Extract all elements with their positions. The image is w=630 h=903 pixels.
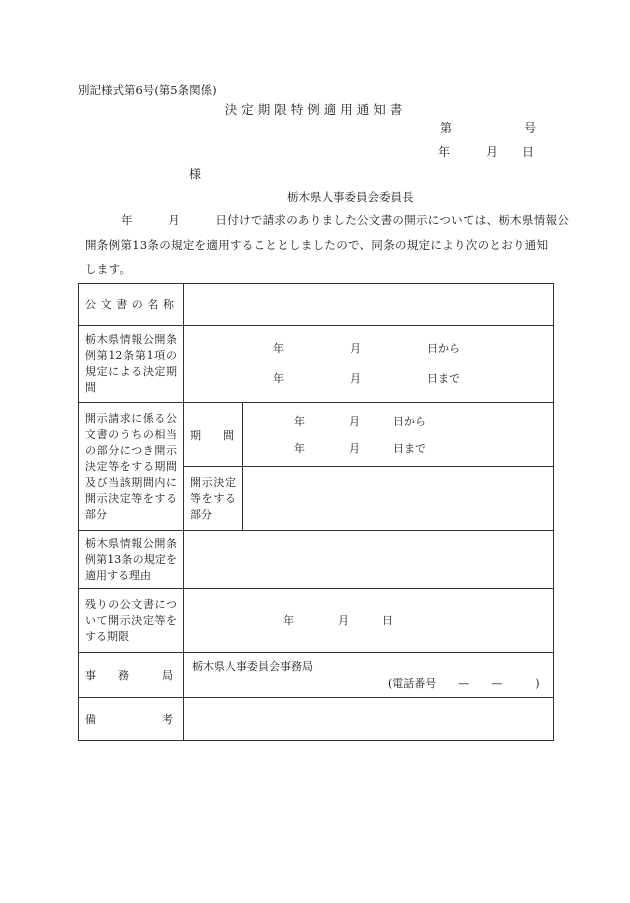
office-phone: (電話番号 — — )	[388, 677, 540, 690]
cell-remaining-deadline-date	[184, 589, 554, 653]
doc-date-line: 年 月 日	[438, 145, 535, 159]
cell-period-dates	[243, 403, 554, 467]
remaining-deadline-date: 年 月 日	[283, 613, 393, 627]
row-office	[79, 653, 554, 698]
row-partial-disclosure-period	[79, 403, 554, 467]
cell-office-value	[184, 653, 554, 698]
cell-remaining-deadline-label: 残りの公文書について開示決定等をする期限	[79, 589, 184, 653]
row-remaining-deadline	[79, 589, 554, 653]
cell-reason-value	[184, 531, 554, 589]
office-name: 栃木県人事委員会事務局	[192, 660, 313, 673]
cell-remarks-value	[184, 698, 554, 741]
period-to: 年 月 日まで	[294, 441, 426, 455]
notice-body	[85, 208, 570, 282]
notification-table	[78, 283, 554, 741]
row-document-name	[79, 284, 554, 326]
addressee-suffix: 様	[189, 167, 202, 181]
cell-office-label: 事 務 局	[79, 653, 184, 698]
cell-reason-label: 栃木県情報公開条例第13条の規定を適用する理由	[79, 531, 184, 589]
cell-period-label: 期 間	[184, 403, 243, 467]
form-code-label: 別記様式第6号(第5条関係)	[78, 83, 217, 97]
decision-period-from: 年 月 日から	[273, 342, 460, 355]
period-from: 年 月 日から	[294, 414, 426, 428]
document-title: 決定期限特例適用通知書	[224, 102, 407, 117]
body-line-3: します。	[85, 262, 132, 276]
cell-document-name-label: 公文書の名称	[79, 284, 184, 326]
doc-number-line: 第 号	[440, 121, 537, 135]
row-remarks	[79, 698, 554, 741]
sender-title: 栃木県人事委員会委員長	[287, 190, 414, 204]
decision-period-to: 年 月 日まで	[273, 372, 460, 385]
cell-disclosure-part-value	[243, 467, 554, 531]
cell-remarks-label: 備 考	[79, 698, 184, 741]
cell-decision-period-label: 栃木県情報公開条例第12条第1項の規定による決定期間	[79, 326, 184, 403]
cell-decision-period-dates	[184, 326, 554, 403]
row-reason	[79, 531, 554, 589]
body-line-1: 年 月 日付けで請求のありました公文書の開示については、栃木県情報公	[121, 213, 570, 227]
cell-document-name-value	[184, 284, 554, 326]
cell-disclosure-part-label: 開示決定等をする部分	[184, 467, 243, 531]
body-line-2: 開条例第13条の規定を適用することとしましたので、同条の規定により次のとおり通知	[85, 237, 549, 252]
row-decision-period	[79, 326, 554, 403]
cell-partial-disclosure-label: 開示請求に係る公文書のうちの相当の部分につき開示決定等をする期間及び当該期間内に開示決定等をする部分	[79, 403, 184, 531]
